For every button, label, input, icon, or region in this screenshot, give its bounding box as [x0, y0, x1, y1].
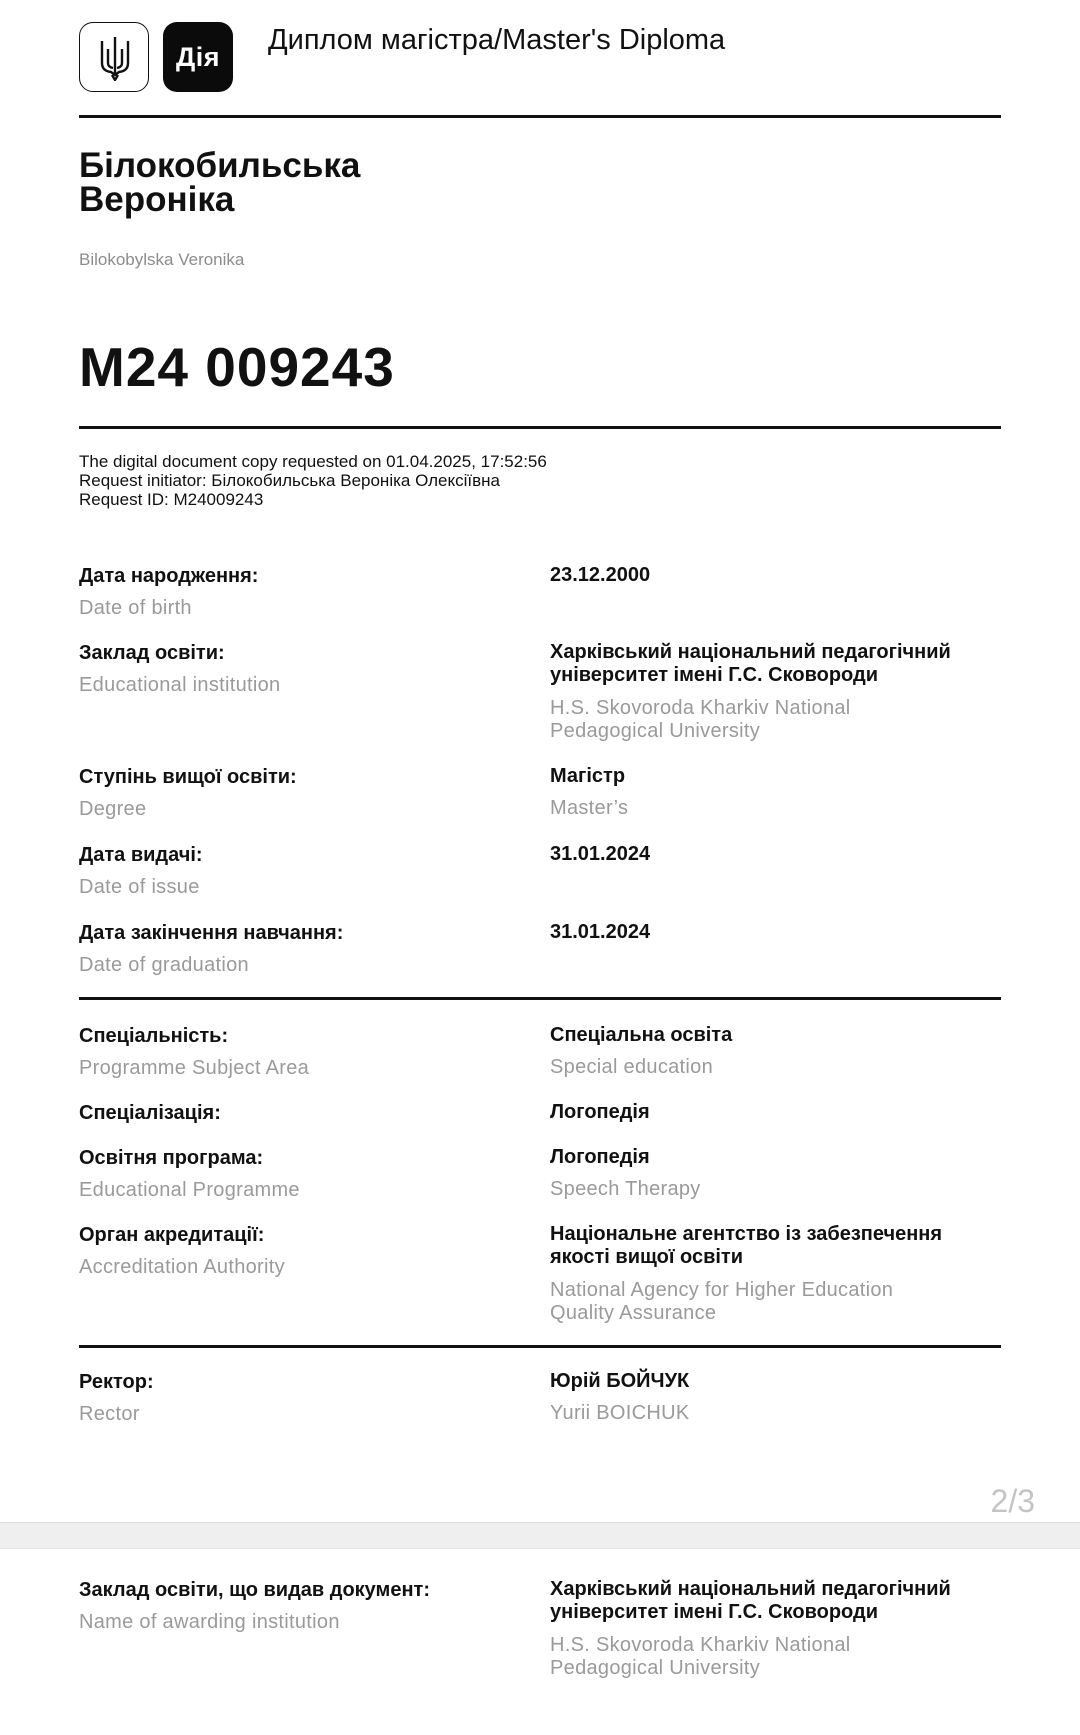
field-value: Магістр	[550, 765, 626, 787]
field-label: Дата народження:	[79, 565, 259, 587]
field-label-en: Educational Programme	[79, 1179, 300, 1201]
owner-latin-name: Bilokobylska Veronika	[79, 250, 245, 269]
field-value: 23.12.2000	[550, 564, 651, 586]
diia-logo: Дія	[163, 22, 233, 92]
field-label-en: Date of issue	[79, 876, 200, 898]
value-line: Pedagogical University	[550, 720, 761, 742]
field-value-en	[550, 1634, 1010, 1680]
value-line: National Agency for Higher Education	[550, 1279, 894, 1301]
page-separator	[0, 1522, 1080, 1549]
owner-name	[79, 146, 361, 219]
field-value-en	[550, 1279, 1010, 1325]
value-line: Pedagogical University	[550, 1657, 761, 1679]
field-label: Спеціальність:	[79, 1025, 229, 1047]
divider	[79, 426, 1001, 429]
field-value: 31.01.2024	[550, 843, 651, 865]
field-value: Юрій БОЙЧУК	[550, 1370, 690, 1392]
state-emblem-logo	[79, 22, 149, 92]
field-label: Освітня програма:	[79, 1147, 264, 1169]
page-indicator: 2/3	[990, 1483, 1035, 1519]
field-label-en: Educational institution	[79, 674, 281, 696]
value-line: H.S. Skovoroda Kharkiv National	[550, 697, 851, 719]
value-line: Харківський національний педагогічний	[550, 641, 951, 663]
value-line: H.S. Skovoroda Kharkiv National	[550, 1634, 851, 1656]
value-line: якості вищої освіти	[550, 1246, 744, 1268]
owner-given-name: Вероніка	[79, 180, 235, 219]
field-label: Дата закінчення навчання:	[79, 922, 344, 944]
field-label-en: Name of awarding institution	[79, 1611, 340, 1633]
field-label-en: Degree	[79, 798, 147, 820]
field-value-en: Yurii BOICHUK	[550, 1402, 690, 1424]
field-value-en: Master’s	[550, 797, 629, 819]
owner-surname: Білокобильська	[79, 146, 361, 185]
divider	[79, 1345, 1001, 1348]
value-line: Quality Assurance	[550, 1302, 717, 1324]
field-label: Заклад освіти, що видав документ:	[79, 1579, 430, 1601]
field-value: 31.01.2024	[550, 921, 651, 943]
field-value	[550, 1578, 1010, 1624]
divider	[79, 997, 1001, 1000]
value-line: університет імені Г.С. Сковороди	[550, 1601, 878, 1623]
trident-icon	[99, 35, 131, 81]
field-value-en: Speech Therapy	[550, 1178, 701, 1200]
request-initiator: Request initiator: Білокобильська Вероніка Олексіївна	[79, 471, 500, 490]
document-title: Диплом магістра/Master's Diploma	[268, 24, 726, 56]
field-value: Логопедія	[550, 1101, 650, 1123]
document-header	[79, 22, 1001, 94]
field-label-en: Date of birth	[79, 597, 192, 619]
field-value	[550, 641, 1010, 687]
request-info	[79, 452, 547, 509]
field-label: Спеціалізація:	[79, 1102, 221, 1124]
field-value	[550, 1223, 1010, 1269]
request-id: Request ID: M24009243	[79, 490, 264, 509]
field-label-en: Date of graduation	[79, 954, 249, 976]
field-label-en: Rector	[79, 1403, 140, 1425]
value-line: Харківський національний педагогічний	[550, 1578, 951, 1600]
field-label-en: Accreditation Authority	[79, 1256, 285, 1278]
value-line: університет імені Г.С. Сковороди	[550, 664, 878, 686]
field-value: Логопедія	[550, 1146, 650, 1168]
divider	[79, 115, 1001, 118]
field-label: Заклад освіти:	[79, 642, 225, 664]
field-label: Орган акредитації:	[79, 1224, 265, 1246]
field-value-en: Special education	[550, 1056, 713, 1078]
value-line: Національне агентство із забезпечення	[550, 1223, 943, 1245]
field-value: Спеціальна освіта	[550, 1024, 733, 1046]
field-label: Ступінь вищої освіти:	[79, 766, 297, 788]
field-value-en	[550, 697, 1010, 743]
field-label-en: Programme Subject Area	[79, 1057, 310, 1079]
field-label: Ректор:	[79, 1371, 154, 1393]
request-date: The digital document copy requested on 01.04.2025, 17:52:56	[79, 452, 547, 471]
document-number: M24 009243	[79, 336, 395, 398]
field-label: Дата видачі:	[79, 844, 203, 866]
